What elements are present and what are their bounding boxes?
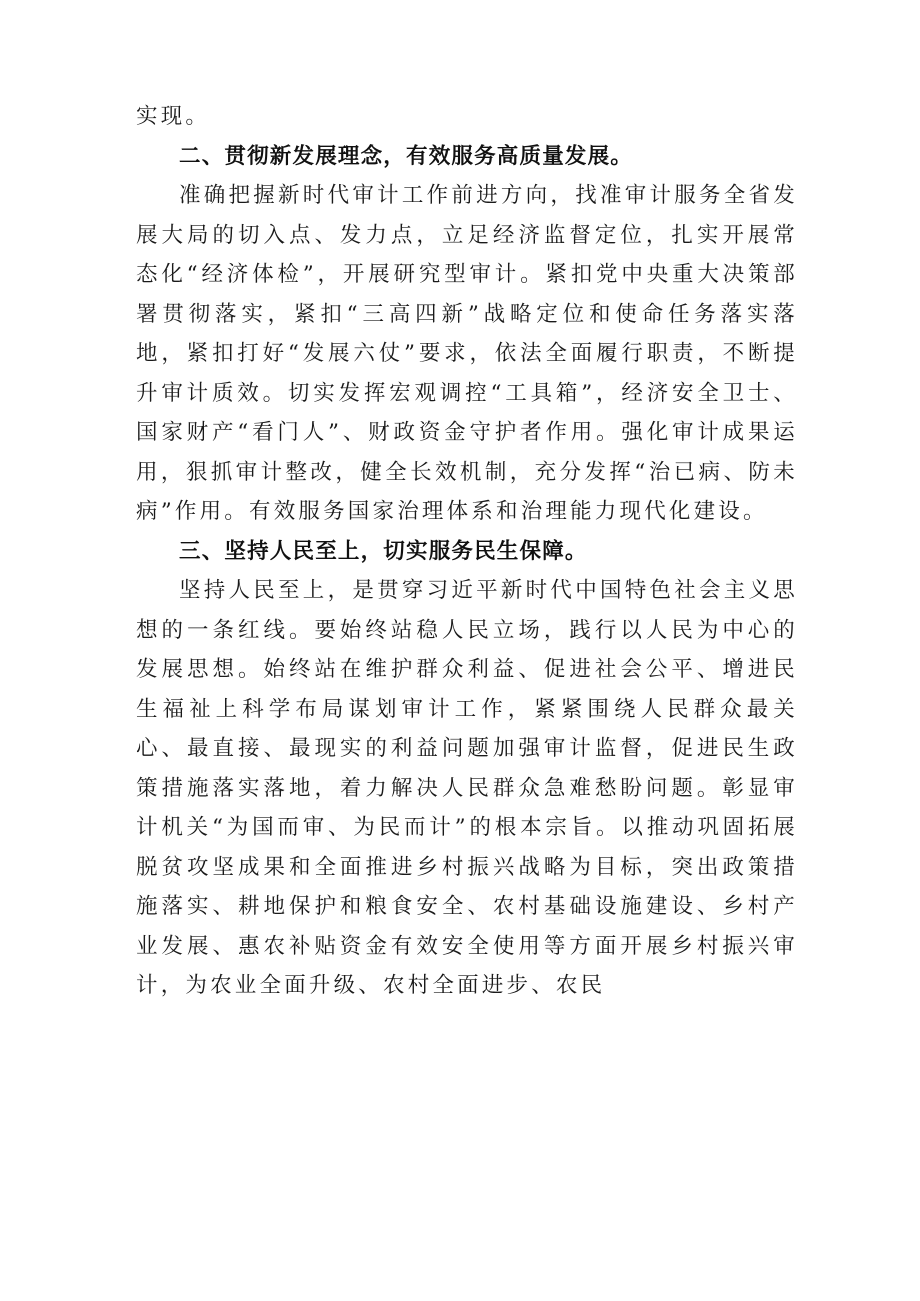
section-heading-3: 三、坚持人民至上，切实服务民生保障。: [179, 538, 588, 564]
paragraph-people-first: 坚持人民至上，是贯穿习近平新时代中国特色社会主义思想的一条红线。要始终站稳人民立场，践行以人民为中心的发展思想。始终站在维护群众利益、促进社会公平、增进民生福祉上科学布局谋划审计工作，紧紧围绕人民群众最关心、最直接、最现实的利益问题加强审计监督，促进民生政策措施落实落地，着力解决人民群众急难愁盼问题。彰显审计机关“为国而审、为民而计”的根本宗旨。以推动巩固拓展脱贫攻坚成果和全面推进乡村振兴战略为目标，突出政策措施落实、耕地保护和粮食安全、农村基础设施建设、乡村产业发展、惠农补贴资金有效安全使用等方面开展乡村振兴审计，为农业全面升级、农村全面进步、农民: [136, 578, 798, 998]
paragraph-development: 准确把握新时代审计工作前进方向，找准审计服务全省发展大局的切入点、发力点，立足经济监督定位，扎实开展常态化“经济体检”，开展研究型审计。紧扣党中央重大决策部署贯彻落实，紧扣“三高四新”战略定位和使命任务落实落地，紧扣打好“发展六仗”要求，依法全面履行职责，不断提升审计质效。切实发挥宏观调控“工具箱”，经济安全卫士、国家财产“看门人”、财政资金守护者作用。强化审计成果运用，狠抓审计整改，健全长效机制，充分发挥“治已病、防未病”作用。有效服务国家治理体系和治理能力现代化建设。: [136, 183, 798, 524]
document-body: [136, 97, 798, 1006]
section-heading-2: 二、贯彻新发展理念，有效服务高质量发展。: [179, 143, 634, 169]
paragraph-continuation: 实现。: [136, 104, 211, 129]
